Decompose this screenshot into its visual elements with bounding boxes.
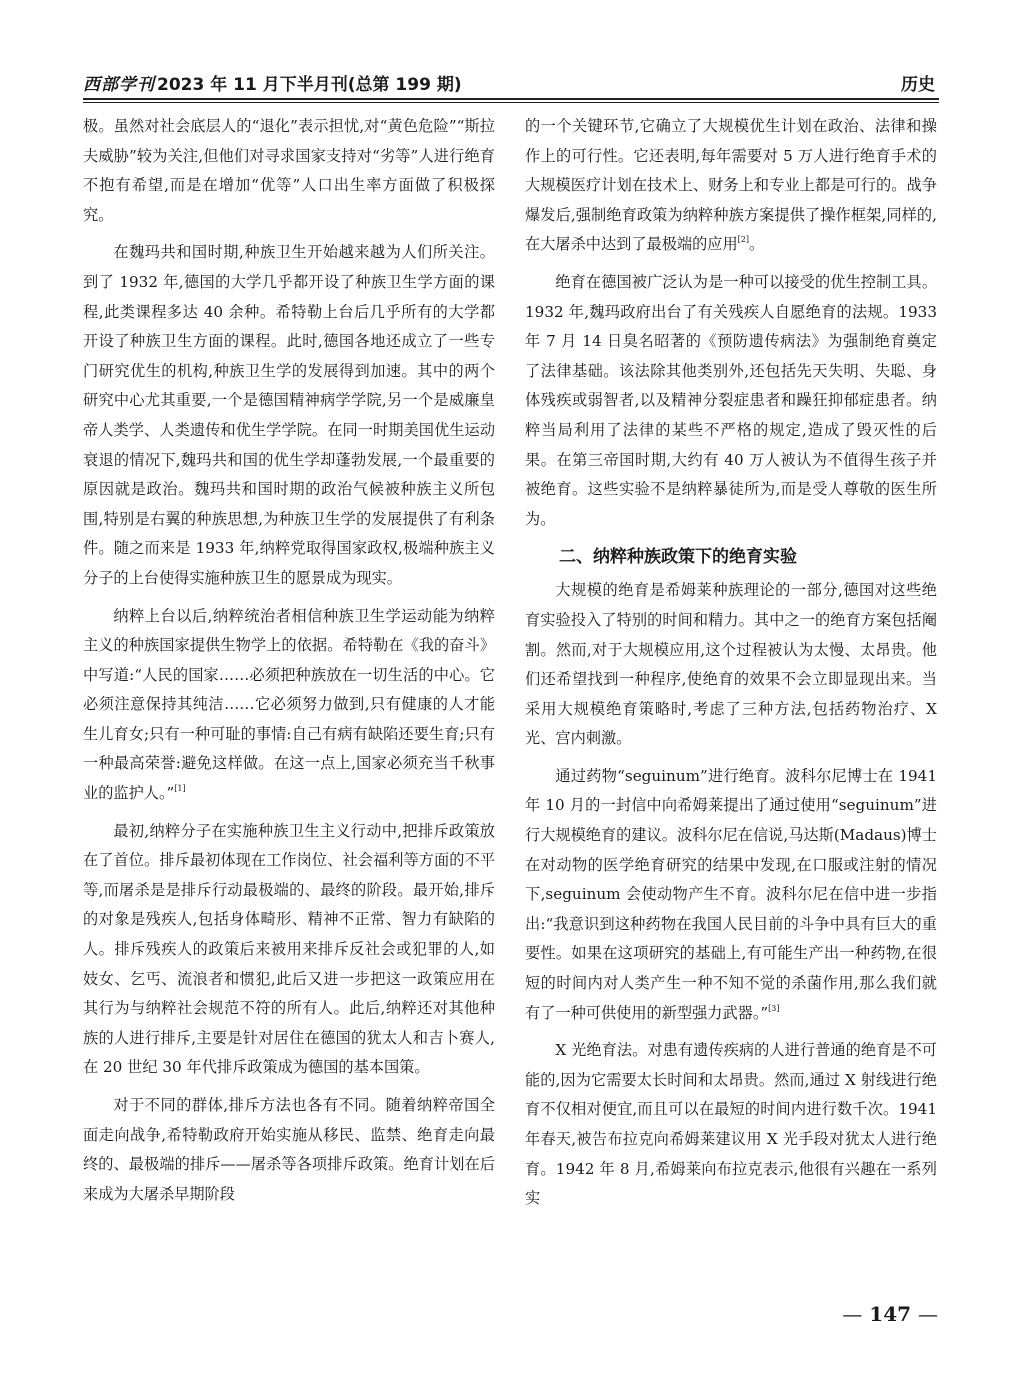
page-number: [842, 1302, 938, 1326]
paragraph-text: 的一个关键环节,它确立了大规模优生计划在政治、法律和操作上的可行性。它还表明,每年需要对 5 万人进行绝育手术的大规模医疗计划在技术上、财务上和专业上都是可行的。战争爆发后,强制绝育政策为纳粹种族方案提供了操作框架,同样的,在大屠杀中达到了最极端的应用: [525, 117, 937, 254]
paragraph: X 光绝育法。对患有遗传疾病的人进行普通的绝育是不可能的,因为它需要太长时间和太昂贵。然而,通过 X 射线进行绝育不仅相对便宜,而且可以在最短的时间内进行数千次。1941 年春天,被告布拉克向希姆莱建议用 X 光手段对犹太人进行绝育。1942 年 8 月,希姆莱向布拉克表示,他很有兴趣在一系列实: [525, 1041, 937, 1208]
paragraph: [525, 762, 937, 1028]
section-label: 历史: [901, 75, 935, 95]
citation: [2]: [737, 235, 749, 245]
paragraph: [83, 602, 495, 809]
paragraph: [525, 112, 937, 260]
page-dash: —: [842, 1302, 863, 1326]
journal-title: [83, 70, 462, 95]
citation: [3]: [768, 1003, 780, 1013]
header-rule-thick: [83, 98, 939, 100]
page-number-value: 147: [869, 1302, 912, 1326]
paragraph: 在魏玛共和国时期,种族卫生开始越来越为人们所关注。到了 1932 年,德国的大学几乎都开设了种族卫生学方面的课程,此类课程多达 40 余种。希特勒上台后几乎所有的大学都开设了种族卫生方面的课程。此时,德国各地还成立了一些专门研究优生的机构,种族卫生学的发展得到加速。其中的两个研究中心尤其重要,一个是德国精神病学学院,另一个是威廉皇帝人类学、人类遗传和优生学学院。在同一时期美国优生运动衰退的情况下,魏玛共和国的优生学却蓬勃发展,一个最重要的原因就是政治。魏玛共和国时期的政治气候被种族主义所包围,特别是右翼的种族思想,为种族卫生学的发展提供了有利条件。随之而来是 1933 年,纳粹党取得国家政权,极端种族主义分子的上台使得实施种族卫生的愿景成为现实。: [83, 243, 495, 587]
left-column: [83, 112, 495, 1217]
running-header: [83, 66, 939, 96]
header-rule-thin: [83, 102, 939, 103]
citation: [1]: [174, 784, 186, 794]
page-dash: —: [918, 1302, 938, 1326]
section-heading: 二、纳粹种族政策下的绝育实验: [559, 547, 797, 568]
paragraph: 最初,纳粹分子在实施种族卫生主义行动中,把排斥政策放在了首位。排斥最初体现在工作岗位、社会福利等方面的不平等,而屠杀是是排斥行动最极端的、最终的阶段。最开始,排斥的对象是残疾人,包括身体畸形、精神不正常、智力有缺陷的人。排斥残疾人的政策后来被用来排斥反社会或犯罪的人,如妓女、乞丐、流浪者和惯犯,此后又进一步把这一政策应用在其行为与纳粹社会规范不符的所有人。此后,纳粹还对其他种族的人进行排斥,主要是针对居住在德国的犹太人和吉卜赛人,在 20 世纪 30 年代排斥政策成为德国的基本国策。: [83, 821, 495, 1077]
paragraph-end: 。: [748, 235, 765, 254]
paragraph-text: 纳粹上台以后,纳粹统治者相信种族卫生学运动能为纳粹主义的种族国家提供生物学上的依据。希特勒在《我的奋斗》中写道:“人民的国家……必须把种族放在一切生活的中心。它必须注意保持其纯洁……它必须努力做到,只有健康的人才能生儿育女;只有一种可耻的事情:自己有病有缺陷还要生育;只有一种最高荣誉:避免这样做。在这一点上,国家必须充当千秋事业的监护人。”: [83, 606, 495, 803]
paragraph: 对于不同的群体,排斥方法也各有不同。随着纳粹帝国全面走向战争,希特勒政府开始实施从移民、监禁、绝育走向最终的、最极端的排斥——屠杀等各项排斥政策。绝育计划在后来成为大屠杀早期阶段: [83, 1096, 495, 1203]
paragraph: 大规模的绝育是希姆莱种族理论的一部分,德国对这些绝育实验投入了特别的时间和精力。其中之一的绝育方案包括阉割。然而,对于大规模应用,这个过程被认为太慢、太昂贵。他们还希望找到一种程序,使绝育的效果不会立即显现出来。当采用大规模绝育策略时,考虑了三种方法,包括药物治疗、X 光、宫内刺激。: [525, 581, 937, 748]
journal-issue: 2023 年 11 月下半月刊(总第 199 期): [157, 75, 462, 95]
right-column: [525, 112, 937, 1222]
paragraph: 绝育在德国被广泛认为是一种可以接受的优生控制工具。1932 年,魏玛政府出台了有关残疾人自愿绝育的法规。1933 年 7 月 14 日臭名昭著的《预防遗传病法》为强制绝育奠定了法律基础。该法除其他类别外,还包括先天失明、失聪、身体残疾或弱智者,以及精神分裂症患者和躁狂抑郁症患者。纳粹当局利用了法律的某些不严格的规定,造成了毁灭性的后果。在第三帝国时期,大约有 40 万人被认为不值得生孩子并被绝育。这些实验不是纳粹暴徒所为,而是受人尊敬的医生所为。: [525, 272, 937, 528]
paragraph-text: 通过药物“seguinum”进行绝育。波科尔尼博士在 1941 年 10 月的一封信中向希姆莱提出了通过使用“seguinum”进行大规模绝育的建议。波科尔尼在信说,马达斯(Madaus)博士在对动物的医学绝育研究的结果中发现,在口服或注射的情况下,seguinum 会使动物产生不育。波科尔尼在信中进一步指出:“我意识到这种药物在我国人民目前的斗争中具有巨大的重要性。如果在这项研究的基础上,有可能生产出一种药物,在很短的时间内对人类产生一种不知不觉的杀菌作用,那么我们就有了一种可供使用的新型强力武器。”: [525, 766, 937, 1022]
journal-masthead: 西部学刊: [83, 75, 155, 95]
paragraph: 极。虽然对社会底层人的“退化”表示担忧,对“黄色危险”“斯拉夫威胁”较为关注,但他们对寻求国家支持对“劣等”人进行绝育不抱有希望,而是在增加“优等”人口出生率方面做了积极探究。: [83, 117, 495, 224]
